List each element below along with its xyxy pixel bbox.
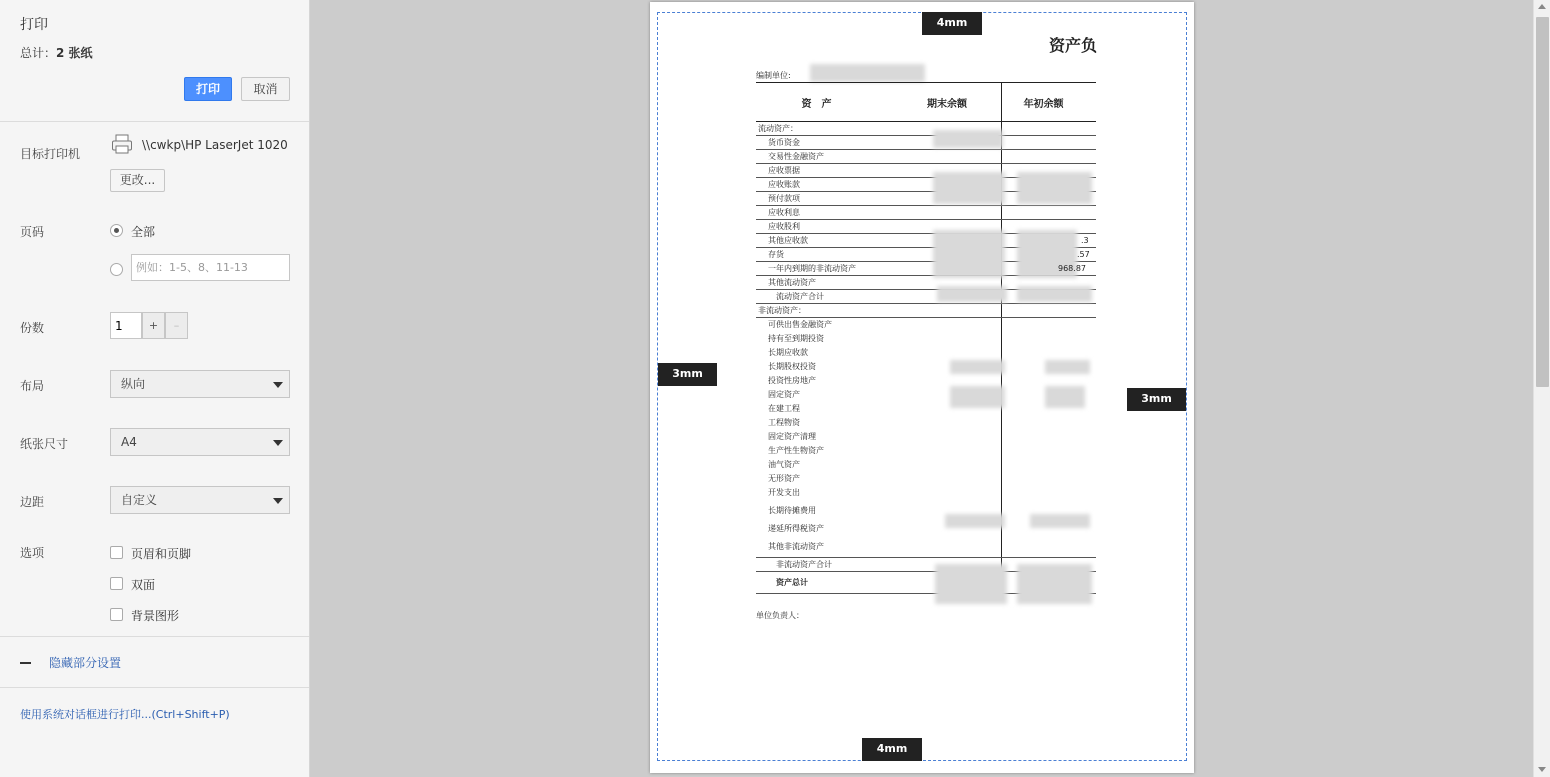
printer-icon xyxy=(111,133,133,155)
background-graphics-checkbox[interactable] xyxy=(110,608,123,621)
row-label-cell: 应收账款 xyxy=(756,178,1001,192)
pages-label: 页码 xyxy=(20,225,45,239)
margins-label: 边距 xyxy=(20,495,45,509)
row-label-cell: 开发支出 xyxy=(756,486,1001,500)
table-header-cell: 资 产 期末余额 xyxy=(756,83,1001,122)
row-label-cell: 可供出售金融资产 xyxy=(756,318,1001,332)
layout-select[interactable] xyxy=(110,370,290,398)
chevron-down-icon xyxy=(273,498,283,504)
signature-label: 单位负责人： xyxy=(756,611,804,620)
row-label-cell: 应收利息 xyxy=(756,206,1001,220)
duplex-checkbox[interactable] xyxy=(110,577,123,590)
paper-size-label: 纸张尺寸 xyxy=(20,437,69,451)
change-printer-button[interactable]: 更改... xyxy=(110,169,165,192)
scroll-up-arrow-icon[interactable] xyxy=(1538,4,1546,9)
value-fragment: .57 xyxy=(1077,250,1090,259)
document-unit-label: 编制单位: xyxy=(756,71,791,80)
row-label-cell: 油气资产 xyxy=(756,458,1001,472)
dialog-title: 打印 xyxy=(20,17,48,33)
row-label-cell: 长期应收款 xyxy=(756,346,1001,360)
row-label-cell: 流动资产： xyxy=(756,122,1001,136)
copies-increment-button[interactable]: + xyxy=(142,312,165,339)
pages-all-label[interactable]: 全部 xyxy=(131,225,156,239)
bottom-margin-badge[interactable]: 4mm xyxy=(862,738,922,761)
cancel-button[interactable]: 取消 xyxy=(241,77,290,101)
row-label-cell: 存货 xyxy=(756,248,1001,262)
print-settings-panel xyxy=(0,0,310,777)
document-title: 资产负 xyxy=(1049,36,1098,55)
scrollbar-thumb[interactable] xyxy=(1536,17,1549,387)
options-label: 选项 xyxy=(20,546,45,560)
paper-size-select[interactable] xyxy=(110,428,290,456)
sheet-total xyxy=(20,44,93,61)
row-label-cell: 长期股权投资 xyxy=(756,360,1001,374)
background-graphics-label[interactable]: 背景图形 xyxy=(131,609,180,623)
row-label-cell: 其他流动资产 xyxy=(756,276,1001,290)
margin-guide[interactable] xyxy=(657,12,1187,761)
row-label-cell: 应收票据 xyxy=(756,164,1001,178)
total-prefix: 总计： xyxy=(20,46,57,60)
table-header-cell: 年初余额 xyxy=(1001,83,1096,122)
margins-select[interactable] xyxy=(110,486,290,514)
pages-all-radio[interactable] xyxy=(110,224,123,237)
right-margin-badge[interactable]: 3mm xyxy=(1127,388,1186,411)
paper-size-value: A4 xyxy=(121,435,137,449)
row-label-cell: 货币资金 xyxy=(756,136,1001,150)
row-label-cell: 资产总计 xyxy=(756,572,1001,594)
printer-name: \\cwkp\HP LaserJet 1020 xyxy=(142,138,288,152)
print-button[interactable]: 打印 xyxy=(184,77,232,101)
row-label-cell: 流动资产合计 xyxy=(756,290,1001,304)
chevron-down-icon xyxy=(273,382,283,388)
row-label-cell: 其他非流动资产 xyxy=(756,536,1001,558)
less-settings-toggle[interactable] xyxy=(0,636,309,688)
row-label-cell: 投资性房地产 xyxy=(756,374,1001,388)
row-label-cell: 固定资产 xyxy=(756,388,1001,402)
copies-label: 份数 xyxy=(20,321,45,335)
collapse-icon xyxy=(20,662,31,664)
row-label-cell: 工程物资 xyxy=(756,416,1001,430)
headers-footers-label[interactable]: 页眉和页脚 xyxy=(131,547,192,561)
margins-value: 自定义 xyxy=(121,493,158,507)
layout-value: 纵向 xyxy=(121,377,146,391)
row-label-cell: 预付款项 xyxy=(756,192,1001,206)
headers-footers-checkbox[interactable] xyxy=(110,546,123,559)
row-label-cell: 生产性生物资产 xyxy=(756,444,1001,458)
row-label-cell: 固定资产清理 xyxy=(756,430,1001,444)
row-label-cell: 递延所得税资产 xyxy=(756,522,1001,536)
pages-range-input[interactable] xyxy=(131,254,290,281)
destination-label: 目标打印机 xyxy=(20,147,81,161)
system-dialog-link[interactable]: 使用系统对话框进行打印...(Ctrl+Shift+P) xyxy=(20,708,230,721)
duplex-label[interactable]: 双面 xyxy=(131,578,156,592)
row-label-cell: 长期待摊费用 xyxy=(756,500,1001,522)
copies-input[interactable] xyxy=(110,312,142,339)
row-label-cell: 非流动资产： xyxy=(756,304,1001,318)
layout-label: 布局 xyxy=(20,379,45,393)
row-label-cell: 非流动资产合计 xyxy=(756,558,1001,572)
print-header xyxy=(0,0,309,122)
row-label-cell: 一年内到期的非流动资产 xyxy=(756,262,1001,276)
value-fragment: 968.87 xyxy=(1058,264,1086,273)
row-label-cell: 其他应收款 xyxy=(756,234,1001,248)
row-label-cell: 交易性金融资产 xyxy=(756,150,1001,164)
less-settings-label[interactable]: 隐藏部分设置 xyxy=(49,656,122,670)
preview-scrollbar[interactable] xyxy=(1533,0,1550,777)
row-label-cell: 应收股利 xyxy=(756,220,1001,234)
total-value: 2 张纸 xyxy=(56,46,93,60)
chevron-down-icon xyxy=(273,440,283,446)
top-margin-badge[interactable]: 4mm xyxy=(922,12,982,35)
left-margin-badge[interactable]: 3mm xyxy=(658,363,717,386)
pages-custom-radio[interactable] xyxy=(110,263,123,276)
row-label-cell: 无形资产 xyxy=(756,472,1001,486)
value-fragment: .3 xyxy=(1081,236,1089,245)
copies-decrement-button[interactable]: – xyxy=(165,312,188,339)
row-label-cell: 持有至到期投资 xyxy=(756,332,1001,346)
row-label-cell: 在建工程 xyxy=(756,402,1001,416)
scroll-down-arrow-icon[interactable] xyxy=(1538,767,1546,772)
